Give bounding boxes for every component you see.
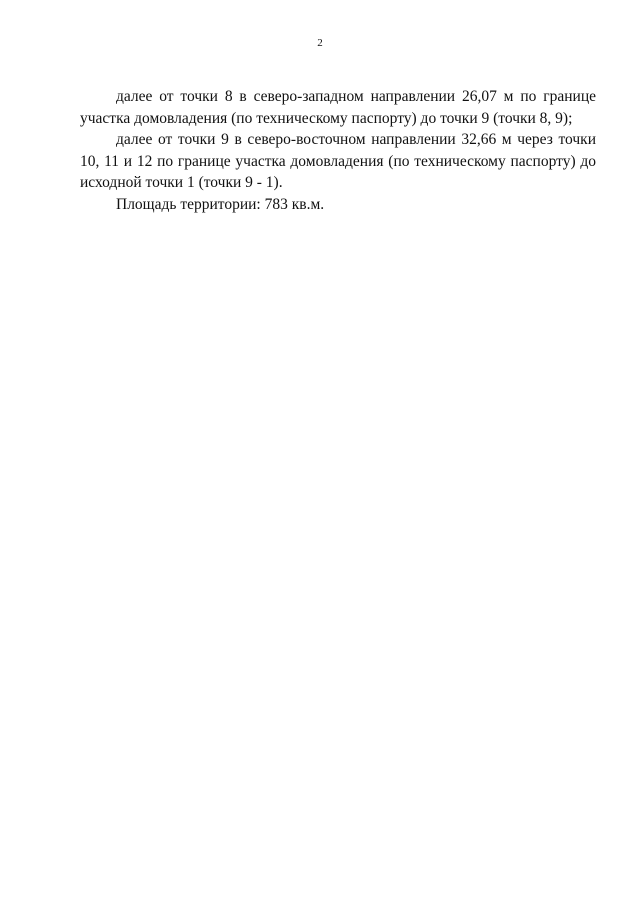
paragraph-3: Площадь территории: 783 кв.м.	[116, 195, 325, 213]
page-number: 2	[317, 37, 323, 49]
paragraph-2: далее от точки 9 в северо-восточном направлении 32,66 м через точки 10, 11 и 12 по границе участка домовладения (по техническому паспорту) до исходной точки 1 (точки 9 - 1).	[80, 131, 596, 191]
paragraph-1: далее от точки 8 в северо-западном направлении 26,07 м по границе участка домовладения (по техническому паспорту) до точки 9 (точки 8, 9);	[80, 88, 596, 127]
document-body	[80, 86, 596, 215]
